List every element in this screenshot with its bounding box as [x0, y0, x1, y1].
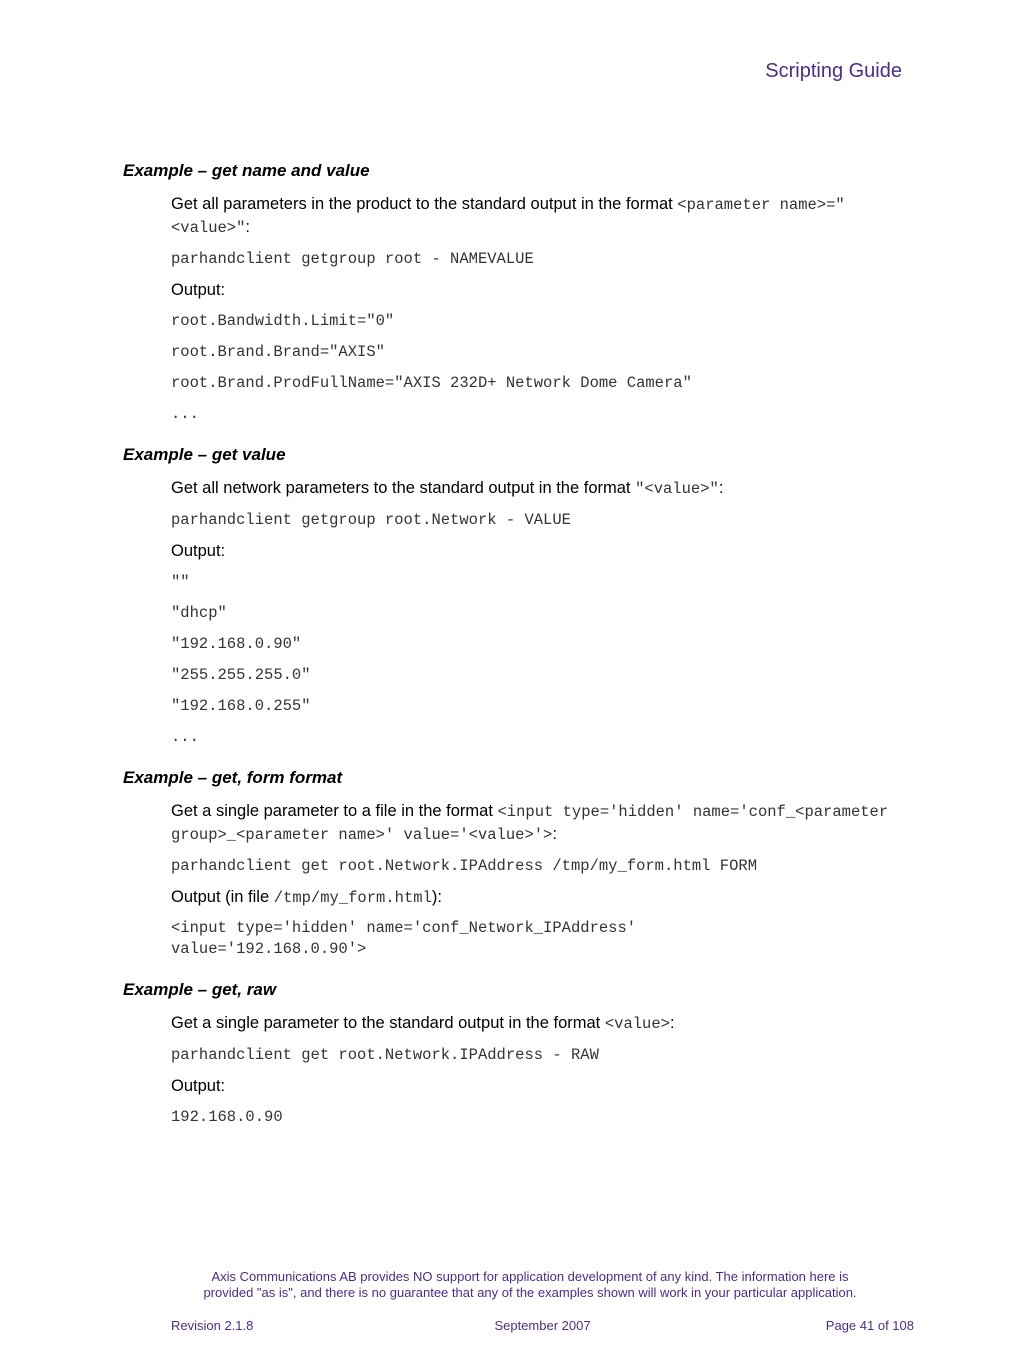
section-title: Example – get, raw [123, 980, 277, 999]
footer-revision: Revision 2.1.8 [171, 1318, 254, 1333]
description-text: Get a single parameter to the standard output in the format [171, 1014, 605, 1032]
section-description [171, 193, 903, 239]
command-line: parhandclient get root.Network.IPAddress - RAW [171, 1046, 599, 1064]
output-line: root.Bandwidth.Limit="0" [171, 312, 395, 330]
output-block: <input type='hidden' name='conf_Network_IPAddress' value='192.168.0.90'> [171, 919, 637, 958]
output-line: "192.168.0.255" [171, 697, 311, 715]
section-get-form-format [123, 767, 903, 960]
description-text: Get all parameters in the product to the standard output in the format [171, 195, 678, 213]
footer-page-number: Page 41 of 108 [825, 1318, 914, 1333]
output-line: root.Brand.Brand="AXIS" [171, 343, 385, 361]
section-get-value [123, 444, 903, 748]
output-line: ... [171, 728, 199, 746]
output-line: root.Brand.ProdFullName="AXIS 232D+ Network Dome Camera" [171, 374, 692, 392]
description-code: <value> [604, 1015, 670, 1033]
output-line: 192.168.0.90 [171, 1108, 283, 1126]
section-description [171, 1012, 903, 1035]
section-get-raw [123, 979, 903, 1128]
description-text: Get a single parameter to a file in the format [171, 802, 498, 820]
output-line: "192.168.0.90" [171, 635, 302, 653]
output-label: Output: [171, 281, 226, 299]
section-title: Example – get, form format [123, 768, 343, 787]
section-title: Example – get value [123, 445, 286, 464]
description-code: <input type='hidden' name='conf_<parameter group>_<parameter name>' value='<value>'> [171, 803, 889, 844]
section-description [171, 477, 903, 500]
output-label-text: Output (in file [171, 888, 274, 906]
command-line: parhandclient getgroup root.Network - VALUE [171, 511, 571, 529]
output-label: Output: [171, 542, 226, 560]
footer-date: September 2007 [494, 1318, 591, 1333]
description-end: : [669, 1014, 675, 1032]
description-end: : [718, 479, 724, 497]
output-line: "255.255.255.0" [171, 666, 311, 684]
section-description [171, 800, 903, 846]
footer-disclaimer [160, 1269, 900, 1301]
section-title: Example – get name and value [123, 161, 370, 180]
output-line: "dhcp" [171, 604, 227, 622]
description-end: : [552, 825, 557, 843]
command-line: parhandclient get root.Network.IPAddress /tmp/my_form.html FORM [171, 857, 757, 875]
output-label-end: ): [431, 888, 442, 906]
footer-disclaimer-line: provided "as is", and there is no guarantee that any of the examples shown will work in your particular application. [203, 1285, 857, 1300]
description-code: "<value>" [635, 480, 719, 498]
output-label: Output: [171, 1077, 226, 1095]
main-content [123, 160, 903, 1147]
output-label-code: /tmp/my_form.html [273, 889, 432, 907]
command-line: parhandclient getgroup root - NAMEVALUE [171, 250, 534, 268]
output-label [171, 886, 903, 909]
description-code: <parameter name>="<value>" [171, 196, 845, 237]
header-title: Scripting Guide [765, 60, 902, 82]
section-get-name-and-value [123, 160, 903, 425]
description-text: Get all network parameters to the standard output in the format [171, 479, 636, 497]
output-line: "" [171, 573, 190, 591]
output-line: ... [171, 405, 199, 423]
description-end: : [245, 218, 251, 236]
footer-disclaimer-line: Axis Communications AB provides NO support for application development of any kind. The information here is [211, 1269, 849, 1284]
